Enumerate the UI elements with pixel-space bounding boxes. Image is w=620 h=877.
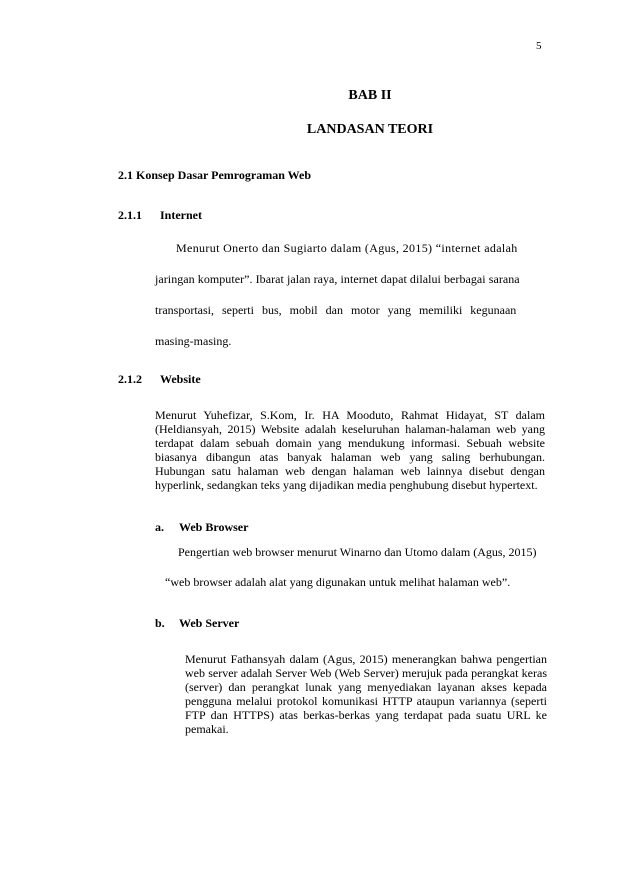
web-server-paragraph: Menurut Fathansyah dalam (Agus, 2015) menerangkan bahwa pengertian web server adalah Server Web (Web Server) merujuk pada perangkat keras (server) dan perangkat lunak yang menyediakan layanan akses kepada pengguna melalui protokol komunikasi HTTP ataupun variannya (seperti FTP dan HTTPS) atas berkas-berkas yang terdapat pada suatu URL ke pemakai. (185, 652, 547, 736)
subsection-heading-2-1-2 (118, 372, 201, 387)
item-b-label: b. (155, 616, 165, 630)
item-b-title: Web Server (179, 616, 240, 630)
subsection-title: Internet (160, 208, 202, 222)
item-a-label: a. (155, 520, 164, 534)
chapter-heading: BAB II (348, 88, 392, 103)
item-a-title: Web Browser (179, 520, 249, 534)
website-paragraph: Menurut Yuhefizar, S.Kom, Ir. HA Mooduto, Rahmat Hidayat, ST dalam (Heldiansyah, 2015) Website adalah keseluruhan halaman-halaman web yang terdapat dalam sebuah domain yang mendukung informasi. Sebuah website biasanya dibangun atas banyak halaman web yang saling berhubungan. Hubungan satu halaman web dengan halaman web lainnya disebut dengan hyperlink, sedangkan teks yang dijadikan media penghubung disebut hypertext. (155, 408, 545, 492)
item-b-heading (155, 616, 239, 631)
subsection-heading-2-1-1 (118, 208, 202, 223)
page-number: 5 (536, 40, 542, 52)
web-browser-definition-quote: “web browser adalah alat yang digunakan untuk melihat halaman web”. (165, 575, 511, 589)
internet-paragraph (155, 233, 545, 357)
subsection-title: Website (160, 372, 201, 386)
web-browser-definition-intro: Pengertian web browser menurut Winarno dan Utomo dalam (Agus, 2015) (178, 545, 537, 559)
chapter-title: LANDASAN TEORI (306, 122, 434, 137)
internet-line: jaringan komputer”. Ibarat jalan raya, internet dapat dilalui berbagai sarana (155, 272, 520, 286)
subsection-number: 2.1.2 (118, 372, 142, 386)
section-heading-2-1: 2.1 Konsep Dasar Pemrograman Web (118, 168, 312, 182)
internet-line: transportasi, seperti bus, mobil dan motor yang memiliki kegunaan (155, 303, 517, 317)
subsection-number: 2.1.1 (118, 208, 142, 222)
internet-line: Menurut Onerto dan Sugiarto dalam (Agus, 2015) “internet adalah (176, 241, 518, 255)
internet-line: masing-masing. (155, 334, 232, 348)
item-a-heading (155, 520, 248, 535)
